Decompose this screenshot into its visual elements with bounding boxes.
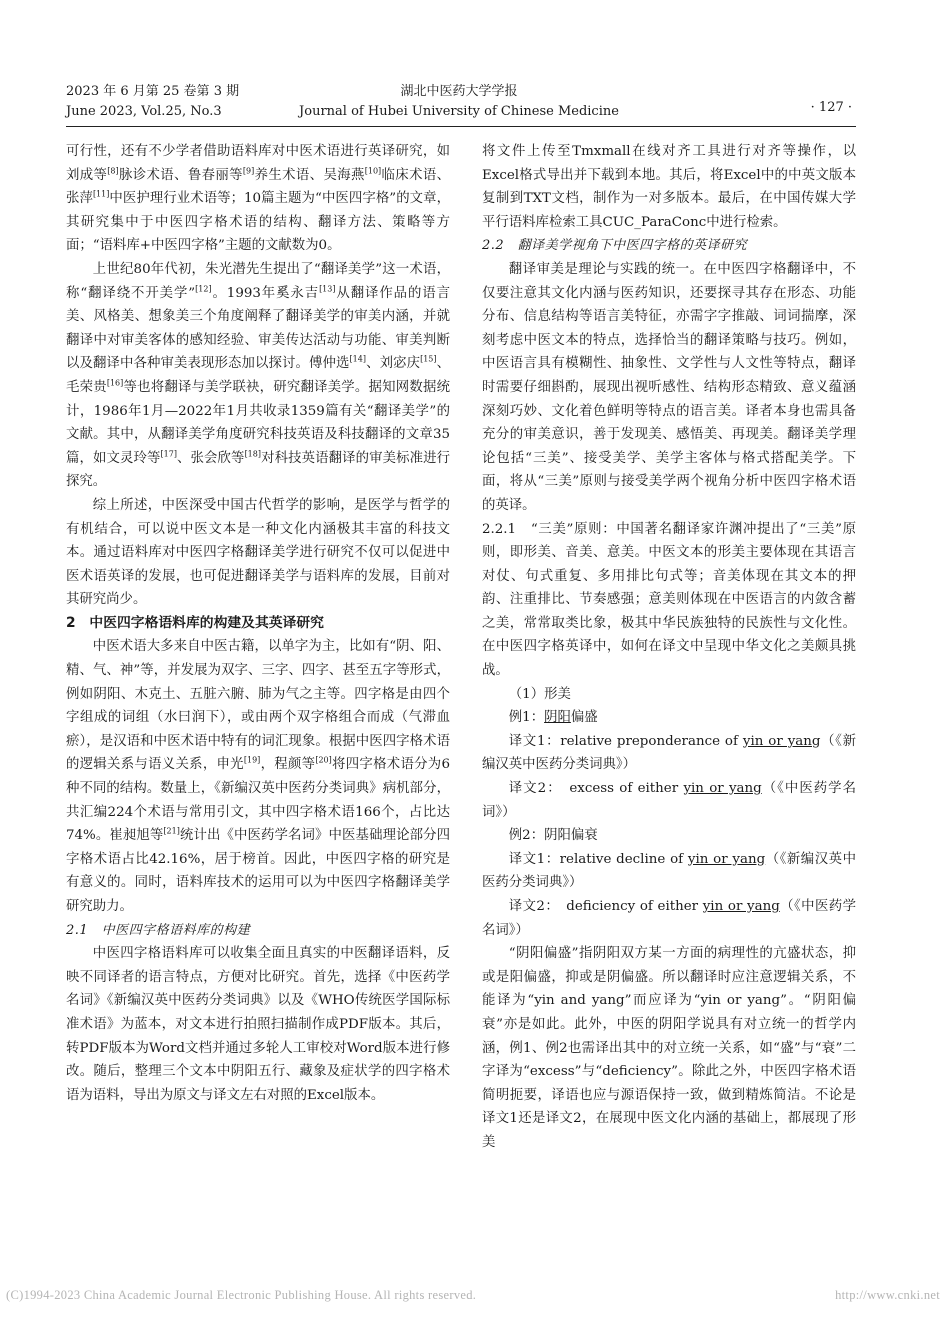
paragraph: 2.2.1 “三美”原则：中国著名翻译家许渊冲提出了“三美”原则，即形美、音美、意美。中医文本的形美主要体现在其语言对仗、句式重复、多用排比句式等；音美体现在其文本的押韵、注重排比、节奏感强；意美则体现在中医语言的内敛含蓄之美，常常取类比象，极其中华民族独特的民族性与文化性。在中医四字格英译中，如何在译文中呈现中华文化之美颇具挑战。 [482,521,856,679]
translation: 译文1：relative decline of yin or yang（《新编汉英中医药分类词典》） [482,851,856,891]
subsubsection-heading: 2.2.1 “三美”原则 [482,521,603,537]
page-number: · 127 · [810,100,852,115]
journal-cn: 湖北中医药大学学报 [400,84,518,99]
example-2: 例2：阴阳偏衰 [508,828,598,844]
paragraph: 中医术语大多来自中医古籍，以单字为主，比如有“阴、阳、精、气、神”等，并发展为双字、三字、四字、甚至五字等形式，例如阴阳、木克土、五脏六腑、肺为气之主等。四字格是由四个字组成的词组（水曰润下），或由两个双字格组合而成（气滞血瘀），是汉语和中医术语中特有的词汇现象。根据中医四字格术语的逻辑关系与语义关系，申光[19]，程颜等[20]将四字格术语分为6种不同的结构。数量上，《新编汉英中医药分类词典》病机部分，共汇编224个术语与常用引文，其中四字格术语166个，占比达74%。崔昶旭等[21]统计出《中医药学名词》中医基础理论部分四字格术语占比42.16%，居于榜首。因此，中医四字格的研究是有意义的。同时，语料库技术的运用可以为中医四字格翻译美学研究助力。 [66,639,451,914]
journal-name [66,82,852,122]
example-1: 例1：阴阳偏盛 [508,710,598,726]
issue-cn: 2023 年 6 月第 25 卷第 3 期 [66,84,240,99]
translation: 译文1：relative preponderance of yin or yang（《新编汉英中医药分类词典》） [482,733,856,773]
paragraph: 可行性，还有不少学者借助语料库对中医术语进行英译研究，如刘成等[8]脉诊术语、鲁春丽等[9]养生术语、吴海燕[10]临床术语、张萍[11]中医护理行业术语等；10篇主题为“中医四字格”的文章，其研究集中于中医四字格术语的结构、翻译方法、策略等方面；“语料库+中医四字格”主题的文献数为0。 [66,144,450,254]
paragraph: 翻译审美是理论与实践的统一。在中医四字格翻译中，不仅要注意其文化内涵与医药知识，还要探寻其存在形态、功能分布、信息结构等语言美特征，亦需字字推敲、词词揣摩，深刻考虑中医文本的特点，选择恰当的翻译策略与技巧。例如，中医语言具有模糊性、抽象性、文学性与人文性等特点，翻译时需要仔细斟酌，展现出视听感性、结构形态精致、意义蕴涵深刻巧妙、文化着色鲜明等特点的语言美。译者本身也需具备充分的审美意识，善于发现美、感悟美、再现美。翻译美学理论包括“三美”、接受美学、美学主客体与格式搭配美学。下面，将从“三美”原则与接受美学两个视角分析中医四字格术语的英译。 [482,261,856,513]
translation: 译文2： excess of either yin or yang（《中医药学名词》） [482,781,856,820]
paragraph: 中医四字格语料库可以收集全面且真实的中医翻译语料，反映不同译者的语言特点，方便对比研究。首先，选择《中医药学名词》《新编汉英中医药分类词典》以及《WHO传统医学国际标准术语》为蓝本，对文本进行拍照扫描制作成PDF版本。其后，转PDF版本为Word文档并通过多轮人工审校对Word版本进行修改。随后，整理三个文本中阴阳五行、藏象及症状学的四字格术语为语料，导出为原文与译文左右对照的Excel版本。 [66,946,450,1103]
paragraph: “阴阳偏盛”指阴阳双方某一方面的病理性的亢盛状态，抑或是阳偏盛，抑或是阴偏盛。所以翻译时应注意逻辑关系，不能译为“yin and yang”而应译为“yin or yang”。“阴阳偏衰”亦是如此。此外，中医的阴阳学说具有对立统一的哲学内涵，例1、例2也需译出其中的对立统一关系，如“盛”与“衰”二字译为“excess”与“deficiency”。除此之外，中医四字格术语简明扼要，译语也应与源语保持一致，做到精炼简洁。不论是译文1还是译文2，在展现中医文化内涵的基础上，都展现了形美 [482,946,856,1150]
paragraph: 上世纪80年代初，朱光潜先生提出了“翻译美学”这一术语，称“翻译绕不开美学”[12]。1993年奚永吉[13]从翻译作品的语言美、风格美、想象美三个角度阐释了翻译美学的审美内涵，并就翻译中对审美客体的感知经验、审美传达活动与功能、审美判断以及翻译中各种审美表现形态加以探讨。傅仲选[14]、刘宓庆[15]、毛荣贵[16]等也将翻译与美学联袂，研究翻译美学。据知网数据统计，1986年1月—2022年1月共收录1359篇有关“翻译美学”的文献。其中，从翻译美学角度研究科技英语及科技翻译的文章35篇，如文灵玲等[17]、张会欣等[18]对科技英语翻译的审美标准进行探究。 [66,261,451,490]
translation: 译文2： deficiency of either yin or yang（《中医药学名词》） [482,899,856,938]
left-column [66,140,450,1107]
journal-en: Journal of Hubei University of Chinese Medicine [299,104,619,119]
right-column [482,140,856,1155]
paragraph: 将文件上传至Tmxmall在线对齐工具进行对齐等操作，以Excel格式导出并下载到本地。其后，将Excel中的中英文版本复制到TXT文档，制作为一对多版本。最后，在中国传媒大学平行语料库检索工具CUC_ParaConc中进行检索。 [482,144,856,230]
footer-url[interactable]: http://www.cnki.net [835,1288,940,1302]
header-rule [66,126,856,127]
subsection-heading: 2.1 中医四字格语料库的构建 [66,922,251,938]
issue-en: June 2023, Vol.25, No.3 [66,104,222,119]
paragraph: 综上所述，中医深受中国古代哲学的影响，是医学与哲学的有机结合，可以说中医文本是一种文化内涵极其丰富的科技文本。通过语料库对中医四字格翻译美学进行研究不仅可以促进中医术语英译的发展，也可促进翻译美学与语料库的发展，目前对其研究尚少。 [66,497,450,608]
subsection-heading: 2.2 翻译美学视角下中医四字格的英译研究 [482,238,748,254]
section-heading: 2 中医四字格语料库的构建及其英译研究 [66,614,324,631]
sub-heading: （1）形美 [508,686,571,702]
copyright-text: (C)1994-2023 China Academic Journal Electronic Publishing House. All rights reserved. [6,1288,477,1302]
copyright-footer [6,1288,946,1303]
running-header [66,82,852,124]
